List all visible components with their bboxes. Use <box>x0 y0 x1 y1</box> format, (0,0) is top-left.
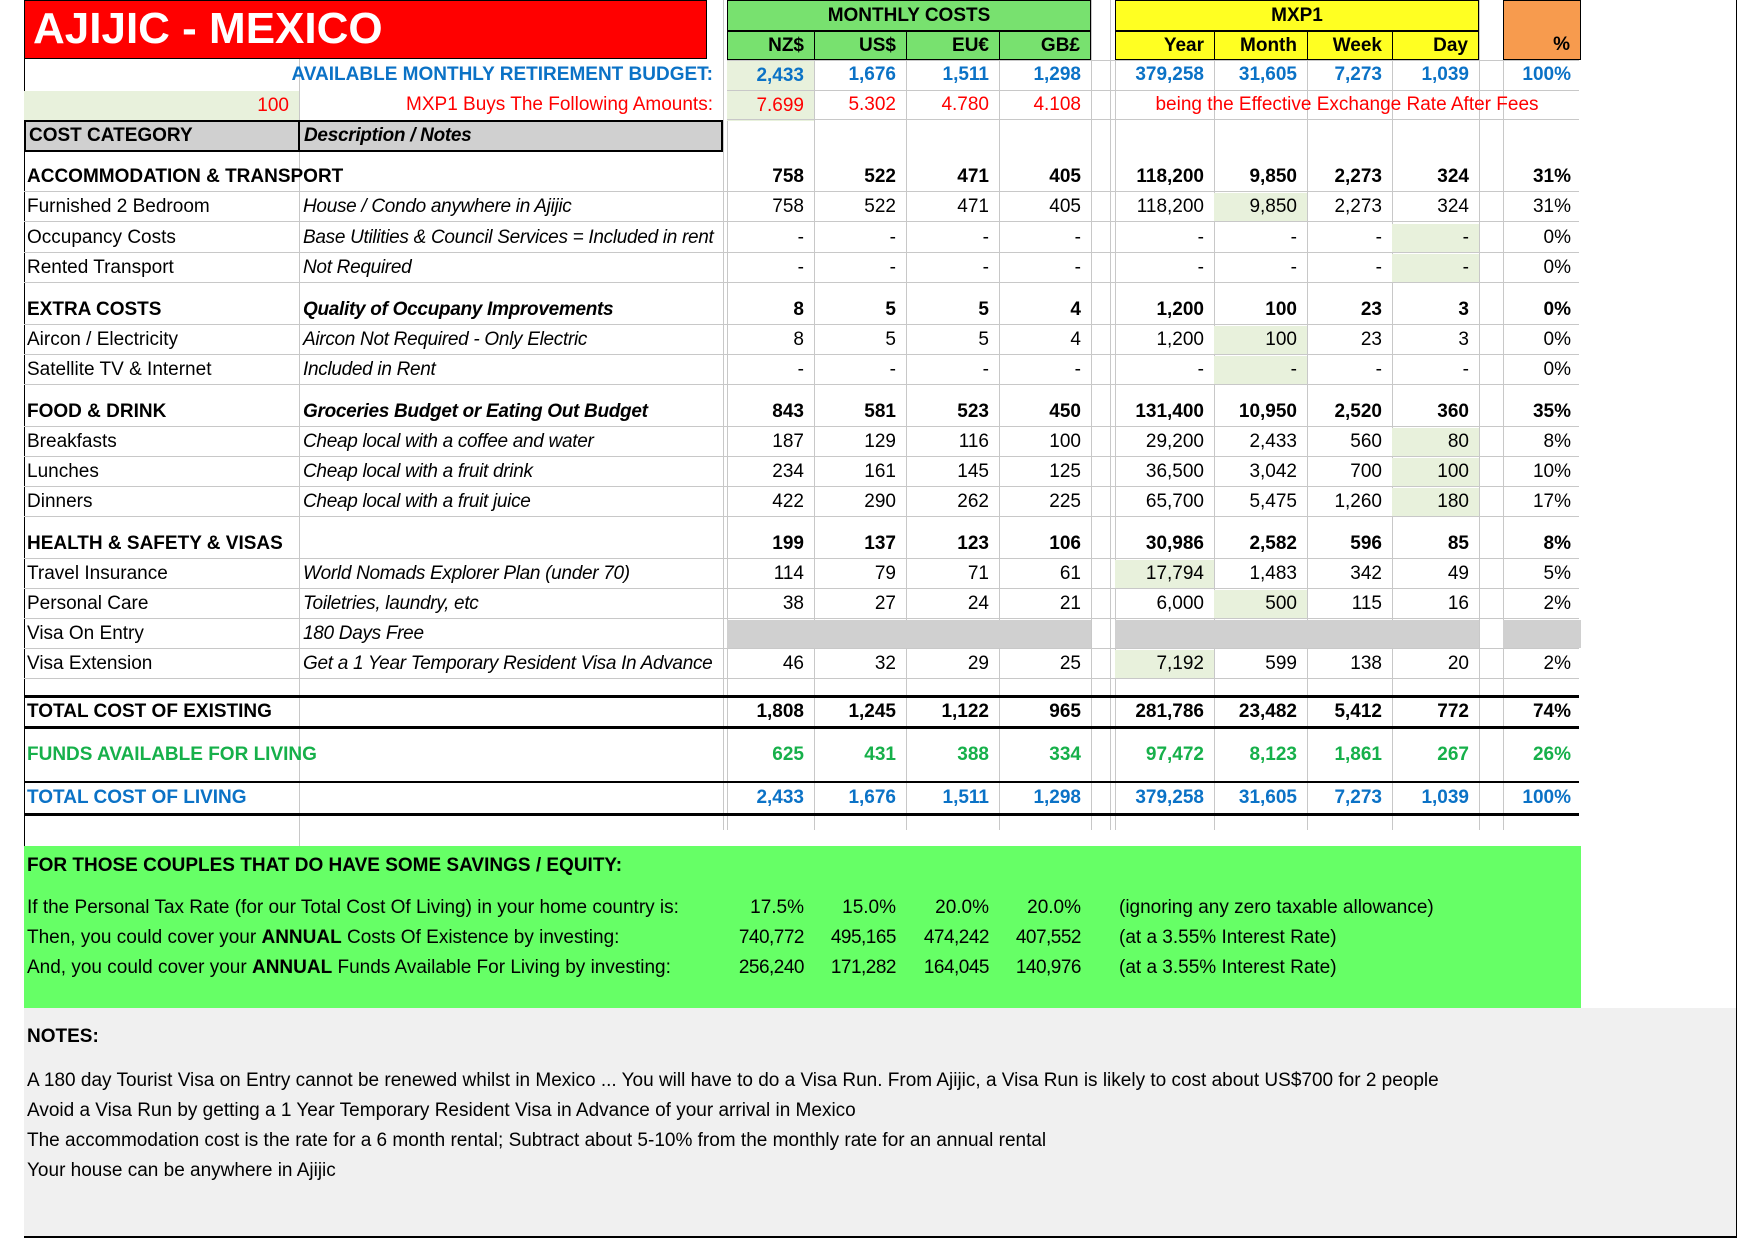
row-day: 360 <box>1437 401 1469 422</box>
row-pct: 2% <box>1543 653 1571 674</box>
funds-nzd: 625 <box>772 744 804 765</box>
row-pct: 0% <box>1543 329 1571 350</box>
cover2-nzd: 256,240 <box>738 957 804 978</box>
row-week: 1,260 <box>1334 491 1382 512</box>
row-nzd: 758 <box>772 196 804 217</box>
col-day: Day <box>1392 31 1479 60</box>
row-eur: 262 <box>957 491 989 512</box>
cover2-usd: 171,282 <box>830 957 896 978</box>
row-gbp: 61 <box>1059 563 1081 584</box>
row-nzd: 758 <box>772 166 804 187</box>
row-category: HEALTH & SAFETY & VISAS <box>27 533 283 554</box>
row-week: 138 <box>1350 653 1382 674</box>
total-existing-nzd: 1,808 <box>756 701 804 722</box>
row-gbp: 125 <box>1049 461 1081 482</box>
budget-usd: 1,676 <box>848 64 896 85</box>
funds-day: 267 <box>1437 744 1469 765</box>
note-line: The accommodation cost is the rate for a 6 month rental; Subtract about 5-10% from the monthly rate for an annual rental <box>27 1130 1047 1151</box>
row-pct: 8% <box>1543 431 1571 452</box>
notes-heading: NOTES: <box>27 1026 99 1047</box>
row-pct: 31% <box>1532 166 1571 187</box>
col-month: Month <box>1214 31 1308 60</box>
row-nzd: - <box>797 227 804 248</box>
row-day[interactable]: - <box>1392 254 1479 282</box>
row-eur: 523 <box>957 401 989 422</box>
row-day: - <box>1462 359 1469 380</box>
row-description[interactable]: Base Utilities & Council Services = Included in rent <box>303 227 714 248</box>
funds-year: 97,472 <box>1145 744 1204 765</box>
row-eur: - <box>982 257 989 278</box>
row-pct: 17% <box>1532 491 1571 512</box>
row-description[interactable]: Included in Rent <box>303 359 436 380</box>
col-eur: EU€ <box>906 31 1000 60</box>
row-eur: 123 <box>957 533 989 554</box>
row-description[interactable]: Toiletries, laundry, etc <box>303 593 479 614</box>
row-year: 65,700 <box>1145 491 1204 512</box>
row-category: ACCOMMODATION & TRANSPORT <box>27 166 344 187</box>
cover1-note: (at a 3.55% Interest Rate) <box>1119 927 1337 948</box>
rate-gbp: 4.108 <box>1033 94 1081 115</box>
row-gbp: - <box>1074 359 1081 380</box>
row-eur: - <box>982 359 989 380</box>
row-gbp: 100 <box>1049 431 1081 452</box>
cover1-nzd: 740,772 <box>738 927 804 948</box>
row-description[interactable] <box>299 162 723 192</box>
tax-rate-line: If the Personal Tax Rate (for our Total Cost Of Living) in your home country is: <box>27 897 679 918</box>
row-nzd: 234 <box>772 461 804 482</box>
row-nzd: 199 <box>772 533 804 554</box>
budget-gbp: 1,298 <box>1033 64 1081 85</box>
row-category: Visa On Entry <box>27 623 144 644</box>
row-nzd: 38 <box>782 593 804 614</box>
row-gbp: - <box>1074 227 1081 248</box>
row-pct: 0% <box>1543 299 1571 320</box>
cost-category-header: COST CATEGORY <box>24 120 300 152</box>
row-month[interactable]: - <box>1214 356 1307 384</box>
row-eur: 24 <box>967 593 989 614</box>
row-month: 2,582 <box>1249 533 1297 554</box>
budget-pct: 100% <box>1522 64 1571 85</box>
row-month: - <box>1290 257 1297 278</box>
row-year: - <box>1197 227 1204 248</box>
total-existing-label: TOTAL COST OF EXISTING <box>27 701 272 722</box>
row-category: Occupancy Costs <box>27 227 176 248</box>
funds-pct: 26% <box>1532 744 1571 765</box>
row-day: 20 <box>1447 653 1469 674</box>
row-year: 118,200 <box>1136 196 1204 217</box>
row-category: EXTRA COSTS <box>27 299 162 320</box>
tax-rate-gbp[interactable]: 20.0% <box>1027 897 1081 918</box>
row-description[interactable]: Not Required <box>303 257 412 278</box>
row-nzd: 46 <box>782 653 804 674</box>
row-description[interactable]: Cheap local with a fruit juice <box>303 491 531 512</box>
row-week <box>1307 619 1392 649</box>
tax-rate-nzd[interactable]: 17.5% <box>750 897 804 918</box>
row-category: Furnished 2 Bedroom <box>27 196 210 217</box>
row-year: 36,500 <box>1145 461 1204 482</box>
row-gbp: 225 <box>1049 491 1081 512</box>
row-week: 2,273 <box>1334 196 1382 217</box>
row-usd: 27 <box>874 593 896 614</box>
row-year: 118,200 <box>1136 166 1204 187</box>
row-day: 324 <box>1437 166 1469 187</box>
cover2-note: (at a 3.55% Interest Rate) <box>1119 957 1337 978</box>
row-nzd: 8 <box>793 329 804 350</box>
row-description[interactable] <box>299 529 723 559</box>
row-eur: 5 <box>978 299 989 320</box>
row-week: 560 <box>1350 431 1382 452</box>
row-description[interactable]: Aircon Not Required - Only Electric <box>303 329 588 350</box>
row-month: - <box>1290 227 1297 248</box>
row-description[interactable]: Cheap local with a fruit drink <box>303 461 533 482</box>
total-existing-year: 281,786 <box>1135 701 1204 722</box>
row-gbp: 106 <box>1049 533 1081 554</box>
row-gbp: 4 <box>1070 329 1081 350</box>
row-pct: 2% <box>1543 593 1571 614</box>
cover2-eur: 164,045 <box>923 957 989 978</box>
savings-heading: FOR THOSE COUPLES THAT DO HAVE SOME SAVINGS / EQUITY: <box>27 855 623 876</box>
row-day: 49 <box>1447 563 1469 584</box>
total-existing-gbp: 965 <box>1049 701 1081 722</box>
row-eur: 29 <box>967 653 989 674</box>
row-pct: 10% <box>1532 461 1571 482</box>
cover-funds-line: And, you could cover your ANNUAL Funds Available For Living by investing: <box>27 957 671 978</box>
row-week: - <box>1375 359 1382 380</box>
exchange-amount[interactable]: 100 <box>24 91 299 121</box>
row-pct: 0% <box>1543 359 1571 380</box>
row-eur: 5 <box>978 329 989 350</box>
row-nzd: 187 <box>772 431 804 452</box>
row-month[interactable]: 9,850 <box>1214 193 1307 221</box>
col-usd: US$ <box>814 31 907 60</box>
budget-nzd[interactable]: 2,433 <box>727 61 814 91</box>
row-week: 596 <box>1350 533 1382 554</box>
row-usd: 161 <box>864 461 896 482</box>
cover-existence-line: Then, you could cover your ANNUAL Costs Of Existence by investing: <box>27 927 620 948</box>
row-week: 115 <box>1351 593 1382 614</box>
row-pct <box>1503 619 1581 649</box>
row-description[interactable]: Get a 1 Year Temporary Resident Visa In Advance <box>303 653 713 674</box>
row-month: 1,483 <box>1249 563 1297 584</box>
row-week: - <box>1375 257 1382 278</box>
row-pct: 35% <box>1532 401 1571 422</box>
row-day[interactable]: 100 <box>1392 458 1479 486</box>
row-year: 1,200 <box>1156 329 1204 350</box>
row-week: 2,273 <box>1334 166 1382 187</box>
row-category: Visa Extension <box>27 653 153 674</box>
row-year: - <box>1197 359 1204 380</box>
row-year: 29,200 <box>1145 431 1204 452</box>
row-gbp <box>999 619 1091 649</box>
row-pct: 5% <box>1543 563 1571 584</box>
row-year: 1,200 <box>1156 299 1204 320</box>
row-month: 5,475 <box>1249 491 1297 512</box>
row-year: 6,000 <box>1156 593 1204 614</box>
row-usd: 32 <box>874 653 896 674</box>
row-eur: 116 <box>958 431 989 452</box>
total-existing-month: 23,482 <box>1238 701 1297 722</box>
row-month[interactable]: 500 <box>1214 590 1307 618</box>
row-week: 23 <box>1360 299 1382 320</box>
row-nzd <box>727 619 814 649</box>
total-existing-day: 772 <box>1437 701 1469 722</box>
row-category: Aircon / Electricity <box>27 329 178 350</box>
total-living-month: 31,605 <box>1238 787 1297 808</box>
row-month: 2,433 <box>1249 431 1297 452</box>
total-living-label: TOTAL COST OF LIVING <box>27 787 247 808</box>
row-description[interactable]: House / Condo anywhere in Ajijic <box>303 196 572 217</box>
row-gbp: 405 <box>1049 196 1081 217</box>
row-category: Personal Care <box>27 593 149 614</box>
row-day[interactable]: 80 <box>1392 428 1479 456</box>
row-week: 700 <box>1350 461 1382 482</box>
col-week: Week <box>1307 31 1393 60</box>
row-usd: 129 <box>864 431 896 452</box>
funds-eur: 388 <box>957 744 989 765</box>
total-living-week: 7,273 <box>1334 787 1382 808</box>
budget-week: 7,273 <box>1334 64 1382 85</box>
row-gbp: 25 <box>1059 653 1081 674</box>
row-day: 16 <box>1447 593 1469 614</box>
total-living-year: 379,258 <box>1135 787 1204 808</box>
monthly-costs-header: MONTHLY COSTS <box>727 0 1091 31</box>
row-year[interactable]: 7,192 <box>1115 650 1214 678</box>
row-day[interactable]: 180 <box>1392 488 1479 516</box>
funds-gbp: 334 <box>1049 744 1081 765</box>
row-week: 342 <box>1350 563 1382 584</box>
row-gbp: 21 <box>1059 593 1081 614</box>
row-gbp: 450 <box>1049 401 1081 422</box>
col-nzd: NZ$ <box>727 31 815 60</box>
total-living-eur: 1,511 <box>942 787 989 808</box>
row-day: 324 <box>1437 196 1469 217</box>
row-gbp: 4 <box>1070 299 1081 320</box>
row-category: Breakfasts <box>27 431 117 452</box>
total-living-gbp: 1,298 <box>1033 787 1081 808</box>
row-eur: 471 <box>957 166 989 187</box>
row-usd: 5 <box>885 299 896 320</box>
total-existing-eur: 1,122 <box>941 701 989 722</box>
budget-label: AVAILABLE MONTHLY RETIREMENT BUDGET: <box>291 64 713 85</box>
col-pct: % <box>1503 0 1581 60</box>
row-usd: 290 <box>864 491 896 512</box>
row-category: Travel Insurance <box>27 563 168 584</box>
total-existing-week: 5,412 <box>1334 701 1382 722</box>
row-category: Dinners <box>27 491 93 512</box>
total-living-usd: 1,676 <box>848 787 896 808</box>
row-nzd: 422 <box>772 491 804 512</box>
row-month: 100 <box>1265 299 1297 320</box>
row-year: 30,986 <box>1145 533 1204 554</box>
sheet-title: AJIJIC - MEXICO <box>33 4 383 53</box>
col-gbp: GB£ <box>999 31 1091 60</box>
rate-usd: 5.302 <box>848 94 896 115</box>
cover1-gbp: 407,552 <box>1015 927 1081 948</box>
exchange-label: MXP1 Buys The Following Amounts: <box>406 94 713 115</box>
notes-panel <box>24 1008 1736 1238</box>
row-usd: - <box>889 257 896 278</box>
budget-day: 1,039 <box>1421 64 1469 85</box>
rate-nzd[interactable]: 7.699 <box>727 91 814 121</box>
row-category: Rented Transport <box>27 257 174 278</box>
row-description[interactable]: World Nomads Explorer Plan (under 70) <box>303 563 630 584</box>
row-day[interactable]: - <box>1392 224 1479 252</box>
row-description[interactable]: Cheap local with a coffee and water <box>303 431 594 452</box>
row-nzd: - <box>797 359 804 380</box>
mxp-header: MXP1 <box>1115 0 1479 31</box>
row-week: - <box>1375 227 1382 248</box>
total-living-pct: 100% <box>1522 787 1571 808</box>
tax-rate-eur[interactable]: 20.0% <box>935 897 989 918</box>
row-usd: 137 <box>864 533 896 554</box>
col-year: Year <box>1115 31 1215 60</box>
row-day <box>1392 619 1479 649</box>
row-week: 2,520 <box>1334 401 1382 422</box>
row-pct: 0% <box>1543 257 1571 278</box>
exchange-note: being the Effective Exchange Rate After Fees <box>1155 94 1539 115</box>
row-category: Lunches <box>27 461 99 482</box>
spreadsheet <box>24 0 1737 1238</box>
funds-month: 8,123 <box>1249 744 1297 765</box>
row-eur: 471 <box>957 196 989 217</box>
row-category: FOOD & DRINK <box>27 401 167 422</box>
row-eur <box>906 619 999 649</box>
row-gbp: 405 <box>1049 166 1081 187</box>
row-month[interactable]: 100 <box>1214 326 1307 354</box>
row-week: 23 <box>1360 329 1382 350</box>
row-description[interactable]: 180 Days Free <box>303 623 424 644</box>
total-existing-pct: 74% <box>1532 701 1571 722</box>
tax-rate-usd[interactable]: 15.0% <box>842 897 896 918</box>
row-year: 131,400 <box>1135 401 1204 422</box>
row-year <box>1115 619 1214 649</box>
row-usd: - <box>889 359 896 380</box>
row-usd: 522 <box>864 196 896 217</box>
row-description[interactable]: Groceries Budget or Eating Out Budget <box>303 401 648 422</box>
row-nzd: 114 <box>773 563 804 584</box>
row-pct: 8% <box>1543 533 1571 554</box>
row-pct: 31% <box>1532 196 1571 217</box>
note-line: Your house can be anywhere in Ajijic <box>27 1160 336 1181</box>
description-header: Description / Notes <box>298 120 723 152</box>
funds-week: 1,861 <box>1334 744 1382 765</box>
total-existing-usd: 1,245 <box>848 701 896 722</box>
row-year[interactable]: 17,794 <box>1115 560 1214 588</box>
row-eur: - <box>982 227 989 248</box>
row-usd: 5 <box>885 329 896 350</box>
row-nzd: 8 <box>793 299 804 320</box>
row-gbp: - <box>1074 257 1081 278</box>
row-day: 3 <box>1458 299 1469 320</box>
row-usd: 522 <box>864 166 896 187</box>
row-usd: 79 <box>874 563 896 584</box>
cover1-eur: 474,242 <box>923 927 989 948</box>
total-living-day: 1,039 <box>1421 787 1469 808</box>
row-eur: 71 <box>967 563 989 584</box>
row-usd: - <box>889 227 896 248</box>
savings-panel <box>24 846 1581 1008</box>
row-month: 10,950 <box>1238 401 1297 422</box>
sheet-title-cell <box>24 0 707 59</box>
note-line: Avoid a Visa Run by getting a 1 Year Temporary Resident Visa in Advance of your arrival in Mexico <box>27 1100 856 1121</box>
budget-year: 379,258 <box>1135 64 1204 85</box>
row-usd <box>814 619 906 649</box>
rate-eur: 4.780 <box>941 94 989 115</box>
row-pct: 0% <box>1543 227 1571 248</box>
row-month <box>1214 619 1307 649</box>
row-month: 3,042 <box>1249 461 1297 482</box>
tax-note: (ignoring any zero taxable allowance) <box>1119 897 1434 918</box>
row-month: 9,850 <box>1249 166 1297 187</box>
row-nzd: - <box>797 257 804 278</box>
total-living-nzd: 2,433 <box>756 787 804 808</box>
budget-eur: 1,511 <box>942 64 989 85</box>
row-eur: 145 <box>957 461 989 482</box>
cover2-gbp: 140,976 <box>1015 957 1081 978</box>
row-nzd: 843 <box>772 401 804 422</box>
cover1-usd: 495,165 <box>830 927 896 948</box>
row-description[interactable]: Quality of Occupany Improvements <box>303 299 614 320</box>
row-category: Satellite TV & Internet <box>27 359 212 380</box>
note-line: A 180 day Tourist Visa on Entry cannot be renewed whilst in Mexico ... You will have to do a Visa Run. From Ajijic, a Visa Run is likely to cost about US$700 for 2 people <box>27 1070 1439 1091</box>
funds-usd: 431 <box>864 744 896 765</box>
row-year: - <box>1197 257 1204 278</box>
row-usd: 581 <box>864 401 896 422</box>
row-day: 85 <box>1447 533 1469 554</box>
row-day: 3 <box>1458 329 1469 350</box>
funds-available-label: FUNDS AVAILABLE FOR LIVING <box>27 744 317 765</box>
row-month: 599 <box>1265 653 1297 674</box>
budget-month: 31,605 <box>1238 64 1297 85</box>
